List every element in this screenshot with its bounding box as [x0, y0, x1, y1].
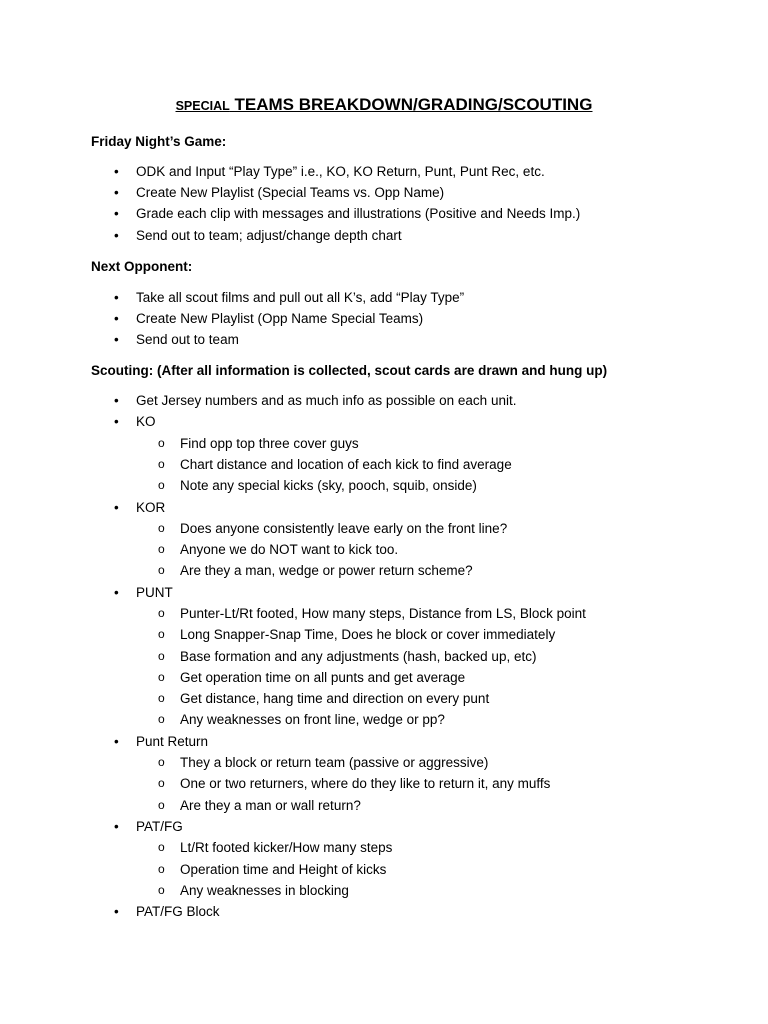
sub-bullet-glyph: o: [158, 755, 165, 769]
bullet-glyph: •: [114, 206, 119, 221]
bullet-glyph: •: [114, 311, 119, 326]
sub-bullet-glyph: o: [158, 457, 165, 471]
sub-bullet-text: One or two returners, where do they like to return it, any muffs: [180, 776, 551, 791]
bullet-text: ODK and Input “Play Type” i.e., KO, KO Return, Punt, Punt Rec, etc.: [136, 164, 545, 179]
bullet-glyph: •: [114, 819, 119, 834]
bullet-text: Take all scout films and pull out all K’s, add “Play Type”: [136, 290, 465, 305]
sub-bullet-glyph: o: [158, 521, 165, 535]
bullet-glyph: •: [114, 332, 119, 347]
sub-bullet-text: They a block or return team (passive or aggressive): [180, 755, 489, 770]
sub-bullet-text: Lt/Rt footed kicker/How many steps: [180, 840, 393, 855]
title-prefix: SPECIAL: [175, 99, 230, 113]
sub-bullet-glyph: o: [158, 606, 165, 620]
bullet-text: Send out to team: [136, 332, 239, 347]
sub-bullet-glyph: o: [158, 776, 165, 790]
sub-bullet-glyph: o: [158, 627, 165, 641]
sub-bullet-glyph: o: [158, 840, 165, 854]
bullet-text: Get Jersey numbers and as much info as possible on each unit.: [136, 393, 517, 408]
bullet-text: PAT/FG: [136, 819, 183, 834]
sub-bullet-glyph: o: [158, 563, 165, 577]
section-heading: Next Opponent:: [91, 259, 193, 274]
bullet-glyph: •: [114, 393, 119, 408]
sub-bullet-glyph: o: [158, 542, 165, 556]
title-main: TEAMS BREAKDOWN/GRADING/SCOUTING: [234, 95, 593, 114]
bullet-text: Send out to team; adjust/change depth chart: [136, 228, 402, 243]
bullet-text: KOR: [136, 500, 166, 515]
bullet-glyph: •: [114, 500, 119, 515]
sub-bullet-text: Anyone we do NOT want to kick too.: [180, 542, 399, 557]
sub-bullet-glyph: o: [158, 883, 165, 897]
sub-bullet-text: Get distance, hang time and direction on every punt: [180, 691, 490, 706]
sub-bullet-glyph: o: [158, 436, 165, 450]
sub-bullet-text: Operation time and Height of kicks: [180, 862, 387, 877]
bullet-text: PAT/FG Block: [136, 904, 220, 919]
sub-bullet-text: Long Snapper-Snap Time, Does he block or cover immediately: [180, 627, 556, 642]
bullet-glyph: •: [114, 734, 119, 749]
bullet-text: KO: [136, 414, 156, 429]
sub-bullet-text: Are they a man or wall return?: [180, 798, 361, 813]
section-heading: Scouting: (After all information is collected, scout cards are drawn and hung up): [91, 363, 608, 378]
sub-bullet-glyph: o: [158, 691, 165, 705]
sub-bullet-text: Are they a man, wedge or power return scheme?: [180, 563, 473, 578]
sub-bullet-text: Any weaknesses in blocking: [180, 883, 349, 898]
sub-bullet-text: Does anyone consistently leave early on the front line?: [180, 521, 508, 536]
bullet-text: Create New Playlist (Special Teams vs. Opp Name): [136, 185, 445, 200]
sub-bullet-glyph: o: [158, 798, 165, 812]
bullet-glyph: •: [114, 228, 119, 243]
bullet-text: Grade each clip with messages and illustrations (Positive and Needs Imp.): [136, 206, 581, 221]
sub-bullet-glyph: o: [158, 649, 165, 663]
document-title: [0, 95, 768, 115]
sub-bullet-text: Chart distance and location of each kick to find average: [180, 457, 512, 472]
bullet-text: Create New Playlist (Opp Name Special Teams): [136, 311, 424, 326]
sub-bullet-text: Get operation time on all punts and get average: [180, 670, 466, 685]
bullet-glyph: •: [114, 185, 119, 200]
sub-bullet-text: Note any special kicks (sky, pooch, squib, onside): [180, 478, 477, 493]
sub-bullet-text: Find opp top three cover guys: [180, 436, 359, 451]
bullet-text: PUNT: [136, 585, 173, 600]
bullet-glyph: •: [114, 904, 119, 919]
sub-bullet-glyph: o: [158, 670, 165, 684]
bullet-glyph: •: [114, 414, 119, 429]
sub-bullet-glyph: o: [158, 478, 165, 492]
bullet-glyph: •: [114, 585, 119, 600]
section-heading: Friday Night’s Game:: [91, 134, 227, 149]
sub-bullet-glyph: o: [158, 712, 165, 726]
sub-bullet-glyph: o: [158, 862, 165, 876]
bullet-glyph: •: [114, 290, 119, 305]
bullet-glyph: •: [114, 164, 119, 179]
sub-bullet-text: Base formation and any adjustments (hash, backed up, etc): [180, 649, 537, 664]
sub-bullet-text: Any weaknesses on front line, wedge or pp?: [180, 712, 445, 727]
sub-bullet-text: Punter-Lt/Rt footed, How many steps, Distance from LS, Block point: [180, 606, 586, 621]
bullet-text: Punt Return: [136, 734, 209, 749]
